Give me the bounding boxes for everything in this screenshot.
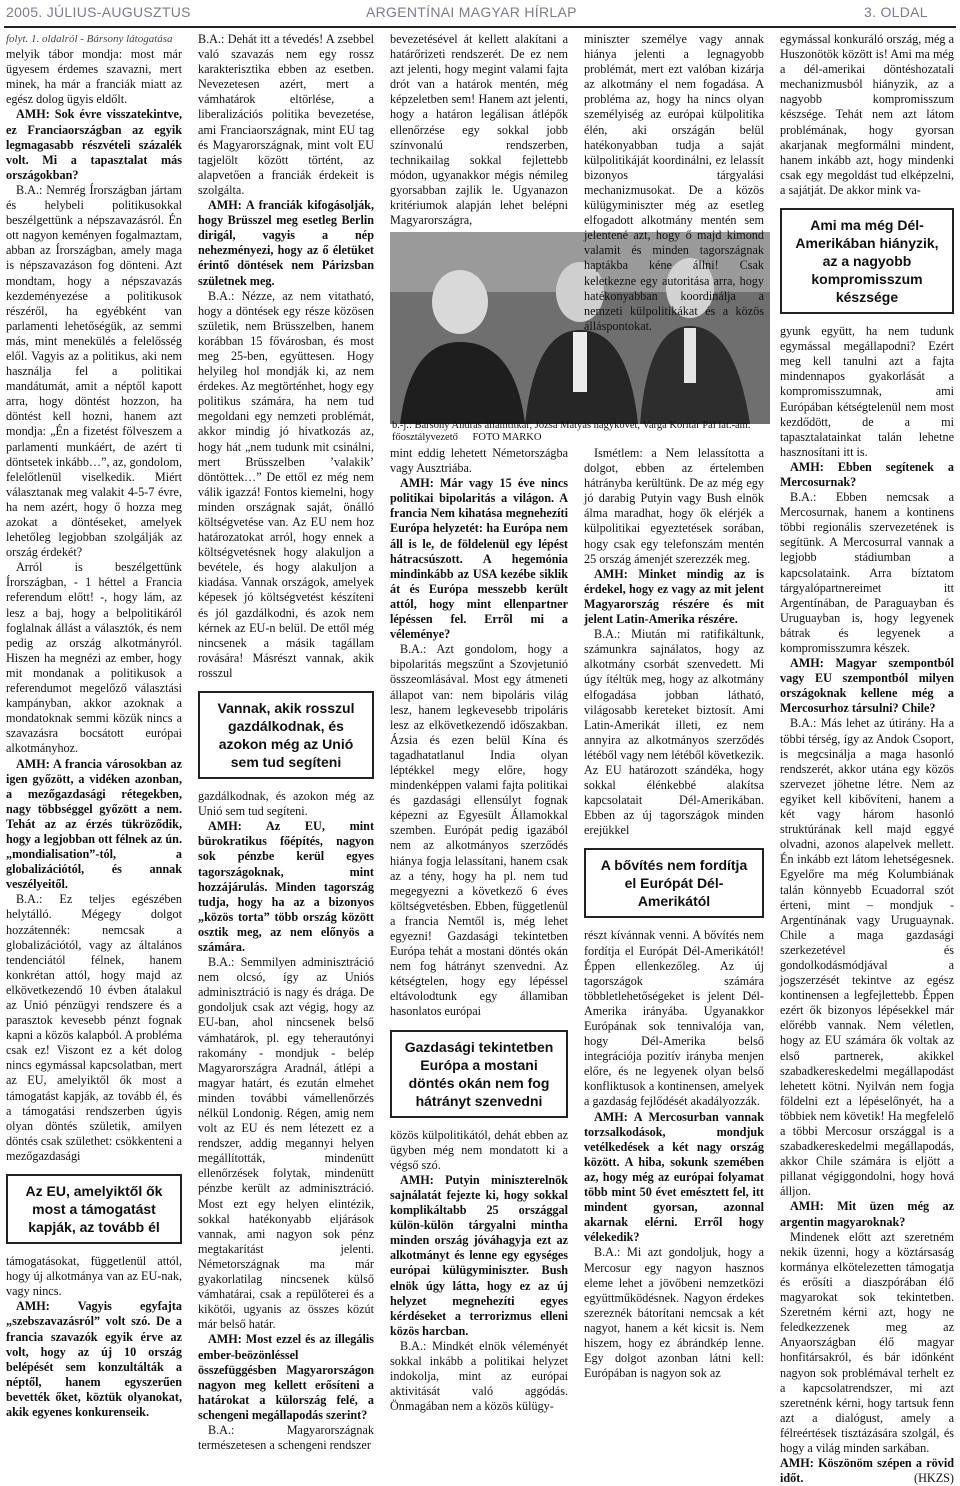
answer: B.A.: Dehát itt a tévedés! A zsebbel való szavazás nem egy rossz karakterisztika ebben az esetben. Nevezetesen azért, mert a vámhatárok eltörlése, a liberalizációs politika bevezetése, ami Franciaországnak, mint EU tag és Magyarországnak, mint volt EU tagjelölt között történt, az alapvetően a franciák érdekeit is szolgálta. [198, 32, 374, 197]
question: AMH: Vagyis egyfajta „szebszavazásról” volt szó. De a francia szavazók egyik érve az volt, hogy az új 10 ország belépését sem konzultálták a néptől, hanem egyszerűen bevették őket, köztük olyanokat, akik egyenes konkurenseik. [6, 1299, 182, 1419]
question: AMH: A francia városokban az igen győzött, a vidéken azonban, a mezőgazdasági rétegekben, nagy többséggel győzött a nem. Tehát az az érzés tükröződik, hogy a legjobban ott félnek az ún. „mondialisation”-tól, a globalizációtól, és annak veszélyeitől. [6, 756, 182, 892]
author-signature: (HKZS) [914, 1471, 954, 1486]
pull-quote: Ami ma még Dél-Amerikában hiányzik, az a nagyobb kompromisszum készsége [780, 208, 954, 314]
question: AMH: Az EU, mint bürokratikus főépítés, nagyon sok pénzbe kerül egyes tagországoknak, mint hozzájárulás. Minden tagország tudja, hogy ha az a bizonyos „közös torta” több ország között osztik meg, az nem előnyös a számára. [198, 819, 374, 954]
question: AMH: Putyin miniszterelnök sajnálatát fejezte ki, hogy sokkal komplikáltabb 25 országgal külön-külön tárgyalni mintha minden ország jóváhagyja ezt az alkotmányt és lenne egy egységes európai külügyminiszter. Bush elnök úgy látta, hogy ez az új helyzet megnehezíti egyes kérdéseket a terrorizmus elleni közös harcban. [390, 1172, 568, 1338]
caption-text: b.-j.: Bársony András államtitkár, Józsa Mátyás nagykövet, Varga Koritár Pál lat.-am. főosztályvezető [392, 420, 751, 443]
column-1 [6, 32, 183, 1419]
paragraph: miniszter személye vagy annak hiánya jelenti a legnagyobb problémát, mert ezt valóban kizárja az alkotmány el nem fogadása. A probléma az, hogy ha nincs olyan személyiség az európai külpolitika élén, aki országán belül hatékonyabban tudja a saját külpolitikáját koordinálni, ez lelassít bizonyos tárgyalási mechanizmusokat. De a közös külügyminiszter még az esetleg elfogadott alkotmány mentén sem jelentené azt, hogy ő majd kimond valamit és minden tagországnak haptákba kéne állni! Csak keletkezne egy autoritása arra, hogy hatékonyabban koordinálja a nemzeti külpolitikákat és a közös álláspontokat. [584, 32, 764, 333]
question: AMH: Ebben segítenek a Mercosurnak? [780, 459, 954, 489]
paragraph: támogatásokat, függetlenül attól, hogy új alkotmánya van az EU-nak, vagy nincs. [6, 1254, 182, 1299]
column-4 [584, 446, 764, 1410]
question: AMH: Minket mindig az is érdekel, hogy ez vagy az mit jelent Magyarország részére és mit jelent Latin-Amerika részére. [584, 566, 764, 627]
answer: Mindenek előtt azt szeretném nekik üzenni, hogy a köztársaság kormánya elkötelezetten támogatja és erősíti a diaszpórában élő magyarokat sok tekintetben. Szeretném kérni azt, hogy ne feledkezzenek meg az Anyaországban élő magyar honfitársakról, és bár időnként nagyon sok problémával terhelt ez a kapcsolatrendszer, mi azt szeretnénk kérni, hogy tartsuk fenn azt a dialógust, amely a félreértések tisztázására szolgál, és hogy a világ minden sarkában. [780, 1229, 954, 1455]
column-5 [780, 32, 954, 1486]
paragraph: egymással konkuráló ország, még a Huszonötök között is! Ami ma még a dél-amerikai döntéshozatali mechanizmusból hiányzik, az a nagyobb kompromisszum készsége. Tehát nem azt látom problémának, hogy gyorsan akarjanak megformálni mindent, hanem inkább azt, hogy mindenki csak egy megoldást tud elképzelni, a sajátját. De akkor mink va- [780, 32, 954, 197]
paragraph: mint eddig lehetett Németországba vagy Ausztriába. [390, 446, 568, 476]
question: AMH: Most ezzel és az illegális ember-beözönléssel összefüggésben Magyarországon nagyon meg kellett erősíteni a határokat a külország felé, a schengeni megállapodás szerint? [198, 1332, 374, 1422]
column-3-top [390, 32, 568, 228]
answer: B.A.: Mindkét elnök véleményét sokkal inkább a politikai helyzet indokolja, mint az európai aktivitását való aggódás. Önmagában nem a közös külügy- [390, 1338, 568, 1414]
paragraph: melyik tábor mondja: most már ügyesem érdemes szavazni, mert minek, ha már a franciák miatt az egész dolog ügyis eldőlt. [6, 47, 182, 107]
pull-quote: Az EU, amelyiktől ők most a támogatást kapják, az tovább él [6, 1174, 182, 1244]
paragraph: gazdálkodnak, és azokon még az Unió sem tud segíteni. [198, 789, 374, 819]
column-3 [390, 446, 568, 1414]
closing-line: AMH: Köszönöm szépen a rövid időt. [780, 1456, 954, 1486]
page-number: 3. OLDAL [864, 4, 928, 20]
answer: B.A.: Nemrég Írországban jártam és helybeli politikusokkal beszélgettünk a népszavazásról. Én ott nagyon keményen fogalmaztam, abban az Írországban, amely maga is népszavazáson fog dönteni. Azt mondtam, hogy a népszavazás kezdeményezése a politikusok részéről, ha egyébként van parlamenti lehetőségük, az semmi más, mint menekülés a felelősség elől. Vagyis az a politikus, aki nem használja fel a politikai mandátumát, amit a néptől kapott arra, hogy döntést hozzon, ha döntést kell hozni, hanem azt mondja: „Én a fizetést fölveszem a parlamenti munkáért, de azért ti döntsetek inkább…”, az, gondolom, felelőtlenül viselkedik. Miért választanak meg valakit 4-5-7 évre, ha nem azért, hogy ő hozza meg azokat a döntéseket, amelyek lehetőleg legjobban szolgálják az ország érdekét? [6, 182, 183, 560]
answer: B.A.: Miután mi ratifikáltunk, számunkra sajnálatos, hogy az alkotmány csorbát szenvedett. Mi úgy ítéltük meg, hogy az alkotmány elfogadása jobban látható, világosabb kereteket biztosít. Ami Latin-Amerikát illeti, ez nem annyira az alkotmányos szerződés létéből vagy nem létéből következik. Az EU határozott szándéka, hogy sokkal élénkebbé alakítsa kapcsolatait Dél-Amerikában. Ebben az új tagországok minden erejükkel [584, 627, 764, 838]
paragraph: közös külpolitikától, dehát ebben az ügyben még nem mondatott ki a végső szó. [390, 1127, 568, 1172]
answer: B.A.: Ebben nemcsak a Mercosurnak, hanem a kontinens többi regionális szervezetének is segítünk. A Mercosurral vannak a legjobb stádiumban a kapcsolataink. Arra bíztatom tárgyalópartnereimet itt Argentínában, de Paraguayban és Uruguayban is, hogy legyenek bátrak és legyenek a kompromisszumra készek. [780, 490, 954, 655]
paragraph: Ismétlem: a Nem lelassította a dolgot, ebben az értelemben hátrányba kerültünk. De az még egy jó darabig Putyin vagy Bush elnök álma maradhat, hogy ők elérjék a külpolitikai egyeztetések sorában, hogy csak egy telefonszám mentén 25 ország ámenjét szerezzék meg. [584, 446, 764, 566]
page-header [0, 0, 960, 26]
paragraph: részt kívánnak venni. A bővítés nem fordítja el Európát Dél-Amerikától! Éppen ellenkezőleg. Az új tagországok számára többletlehetőségeket is jelent Dél-Amerika irányába. Ugyanakkor Európának sok tennivalója van, hogy Dél-Amerika belső integrációja pozitív irányba menjen előre, és ne legyenek olyan belső konfliktusok a kontinensen, amelyek a gazdaság fejlődését akadályozzák. [584, 928, 764, 1109]
paragraph: bevezetésével át kellett alakítani a határőrizeti rendszerét. De ez nem azt jelenti, hogy megint valami fajta drót van a határok mentén, még képzeletben sem! Hanem azt jelenti, hogy a határon legálisan átlépők ellenőrzése egy sokkal jobb színvonalú rendszerben, technikailag sokkal fejlettebb módon, ugyanakkor mégis némileg gyorsabban zajlik le. Ugyanazon kritériumok alapján lehet belépni Magyarországra, [390, 32, 568, 228]
question: AMH: A franciák kifogásolják, hogy Brüsszel meg esetleg Berlin dirigál, vagyis a nép nehezményezi, hogy az ő életüket érintő döntések nem Párizsban születnek meg. [198, 198, 374, 288]
column-4-top [584, 32, 764, 333]
question: AMH: Sok évre visszatekintve, ez Franciaországban az egyik legmagasabb részvételi százalék volt. Mi a tapasztalat más országokban? [6, 107, 182, 182]
question: AMH: A Mercosurban vannak torzsalkodások, mondjuk vetélkedések a két nagy ország között. A hiba, sokunk szemében az, hogy még az európai folyamat több mint 50 évet emésztett fel, itt mindent gyorsan, azonnal akarnak elérni. Erről hogy vélekedik? [584, 1109, 764, 1245]
answer: B.A.: Azt gondolom, hogy a bipolaritás megszűnt a Szovjetunió összeomlásával. Most egy átmeneti állapot van: nem bipoláris világ lesz, hanem legkevesebb tripoláris lesz az elkövetkezendő időszakban. Ázsia és ezen belül Kína és tagadhatatlanul India olyan léptékkel megy előre, hogy mindenképpen valami fajta politikai és gazdasági ellensúlyt fognak képezni az Egyesült Államokkal szemben. Európát pedig igazából nem az alkotmányos szerződés hiánya fogja lelassítani, hanem csak az a tény, hogy ha pl. nem tud megegyezni a következő 6 éves költségvetésben. Ebben, függetlenül a francia Nemtől is, még lehet egyezni! Gazdasági tekintetben Európa tehát a mostani döntés okán nem fog hátrányt szenvedni. Az kétségtelen, hogy egy lépéssel eltávolodtunk egy államiban hasonlatos európai [390, 642, 568, 1019]
question: AMH: Mit üzen még az argentin magyaroknak? [780, 1199, 954, 1229]
column-2 [198, 32, 374, 1453]
publication-title: ARGENTÍNAI MAGYAR HÍRLAP [366, 4, 577, 20]
answer: B.A.: Mi azt gondoljuk, hogy a Mercosur egy nagyon hasznos eleme lehet a jövőbeni nemzetközi együttműködésnek. Nagyon érdekes szereznék bátorítani nemcsak a két nagyot, hanem a két kicsit is. Nem hiszem, hogy ez ábrándkép lenne. Egy dolgot azonban látni kell: Európában is nagyon sok az [584, 1245, 764, 1381]
question: AMH: Már vagy 15 éve nincs politikai bipolaritás a világon. A francia Nem kihatása megnehezíti Európa helyzetét: ha Európa nem áll is le, de földelenül egy lépést hátracsúszott. A hegemónia mindinkább az USA kezébe siklik át és Európa messzebb került attól, hogy mint ellenpartner lépéssen fel. Errõl mi a véleménye? [390, 476, 568, 642]
paragraph: Arról is beszélgettünk Írországban, - 1 héttel a Francia referendum előtt! -, hogy lám, az lesz a baj, hogy a belpolitikáról foglalnak állást a választók, és nem pedig az ország alkotmányról. Hiszen ha megnézi az ember, hogy mit mondanak a politikusok a referendumot megelőző választási kampányban, akkor azoknak a mondatoknak semmi közük nincs a szavazásra bocsátott európai alkotmányhoz. [6, 560, 182, 756]
photo-caption [392, 420, 770, 444]
pull-quote: Vannak, akik rosszul gazdálkodnak, és azokon még az Unió sem tud segíteni [198, 691, 374, 779]
paragraph: gyunk együtt, ha nem tudunk egymással megállapodni? Ezért meg kell tanulni azt a fajta mindennapos gyakorlását a kompromisszumnak, ami Európában kétségtelenül nem most kezdődött, de a mi tapasztalatainkat talán lehetne hasznosítani itt is. [780, 324, 954, 459]
question: AMH: Magyar szempontból vagy EU szempontból milyen országoknak kellene még a Mercosurhoz társulni? Chile? [780, 656, 954, 716]
answer: B.A.: Ez teljes egészében helytálló. Mégegy dolgot hozzátennék: nemcsak a globalizációtól, vagy az általános tendenciától félnek, hanem konkrétan attól, hogy majd az elkövetkezendő 10 évben átalakul az Unió pénzügyi rendszere és a parasztok kevesebb pénzt fognak kapni a közös kalapból. A probléma csak ez! Viszont ez a két dolog nincs egymással kapcsolatban, mert az EU, amelyiktől ők most a támogatást kapják, az tovább él, és a támogatási rendszerben úgyis olyan döntés születik, amilyen döntés csak születhet: csökkenteni a mezőgazdasági [6, 892, 182, 1163]
issue-date: 2005. JÚLIUS-AUGUSZTUS [6, 4, 191, 20]
continued-from: folyt. 1. oldalról - Bársony látogatása [6, 33, 173, 45]
header-rule [4, 26, 956, 28]
pull-quote: Gazdasági tekintetben Európa a mostani döntés okán nem fog hátrányt szenvedni [390, 1030, 568, 1118]
pull-quote: A bővítés nem fordítja el Európát Dél-Amerikától [584, 848, 764, 918]
answer: B.A.: Más lehet az útirány. Ha a többi térség, így az Andok Csoport, is megcsinálja a maga hasonló rendszerét, akkor utána egy közös szervezet jöhetne létre. Nem az egyiket kell kibővíteni, hanem a két vagy három hasonló struktúrának kell majd eggyé olvadni, azonos alapelvek mellett. Én inkább ezt látom lehetségesnek. Egyelőre ma még Kolumbiának talán könnyebb Ecuadorral szót érteni, mint – mondjuk - Argentínának vagy Uruguaynak. Chile a maga gazdasági szerkezetével és gondolkodásmódjával a jogszerzését tekintve az egész kontinensen a legfejlettebb. Éppen ezért ők bizonyos lépésekkel már előrébb vannak. Nem véletlen, hogy az EU számára ők voltak az első partnerek, akikkel szabadkereskedelmi megállapodást lehetett kötni. Nyilván nem fogja földelni ezt a lépéselőnyét, ha a többiek nem követik! Ha megfelelő a többi Mercosur országgal is a szabadkereskedelmi megállapodás, akkor Chile számára is eljött a pillanat végiggondolni, hogy hová álljon. [780, 716, 954, 1199]
answer: B.A.: Magyarországnak természetesen a schengeni rendszer [198, 1422, 374, 1453]
answer: B.A.: Nézze, az nem vitatható, hogy a döntések egy része közösen születik, nem Brüsszelben, hanem korábban 15 fővárosban, és most meg 25-ben, együttesen. Hogy helyileg hol mondják ki, az nem érdekes. Az megtörténhet, hogy egy politikus számára, ha nem tud megoldani egy nemzeti problémát, akkor mindig jó hivatkozás az, hogy hát „nem tudunk mit csinálni, mert Brüsszelben ’valakik’ döntöttek…” De ettől ez még nem válik igazzá! Fontos kiemelni, hogy minden országnak saját, önálló költségvetése van. Az EU nem hoz határozatokat arról, hogy ennek a költségvetésnek hogy alakuljon a bevétele, és hogy alakuljon a kiadása. Vannak országok, amelyek képesek jó költségvetést készíteni és jól gazdálkodni, és azok nem kérnek az EU-n belül. De ettől még nincsenek a másik tagállam rovására! Másrészt vannak, akik rosszul [198, 288, 374, 680]
photo-credit: FOTO MARKO [472, 432, 542, 443]
answer: B.A.: Semmilyen adminisztráció nem olcsó, így az Uniós adminisztráció is nagy és drága. De gondoljuk csak azt végig, hogy az EU-ban, ahol nincsenek belső vámhatárok, pl. egy teherautónyi rakomány - mondjuk - belép Magyarországra Aradnál, átlépi a magyar határt, és ezután elmehet minden további vámellenőrzés nélkül Londonig. Régen, amig nem volt az EU és nem létezett ez a rendszer, addig megannyi helyen megállították, mindenütt ellenőrzések folytak, mindenütt pénzbe került az adminisztráció. Most ezt egy helyen elintézik, sokkal hatékonyabb eljárások vannak, ami nagyon sok pénz megtakarítást jelenti. Németországnak ma már gyakorlatilag nincsenek külső vámhatárai, csak a repülőterei és a kikötői, ugyanis az összes közút már belső határ. [198, 955, 374, 1332]
